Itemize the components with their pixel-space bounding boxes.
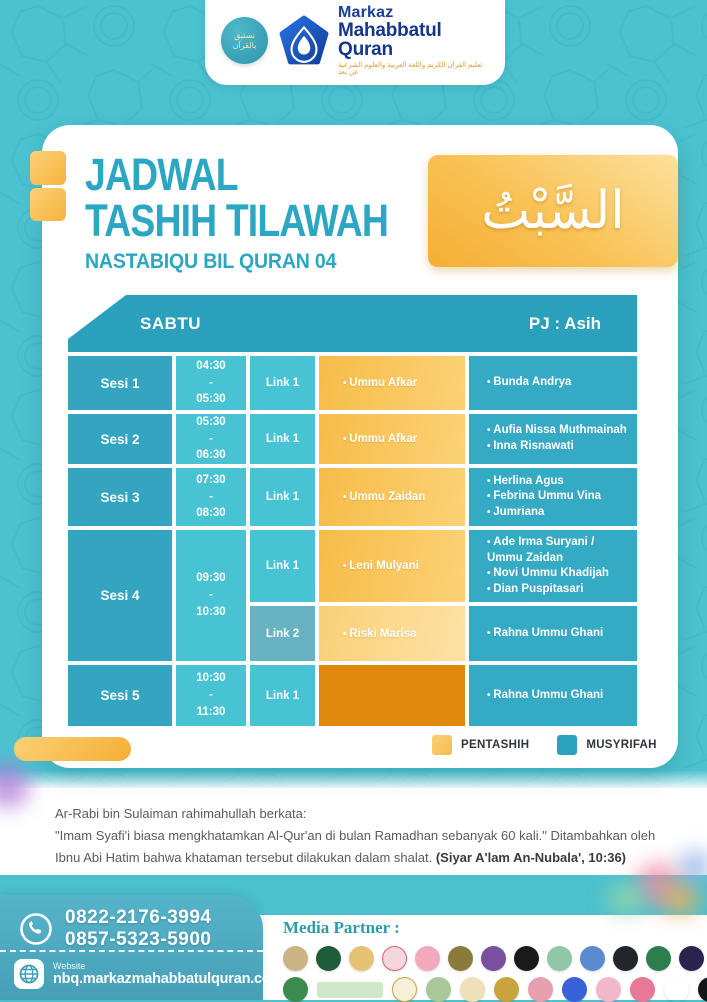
time-start: 07:30 [196,473,226,486]
musyrifah-swatch [557,735,577,755]
partner-logo [562,977,587,1002]
musyrifah-name: • Inna Risnawati [487,439,629,455]
time-range [176,356,246,410]
pentashih-name: • Riski Marisa [343,628,465,640]
pentashih-name: • Ummu Afkar [343,433,465,445]
globe-icon [14,959,44,989]
quote-body: "Imam Syafi'i biasa mengkhatamkan Al-Qur'an di bulan Ramadhan sebanyak 60 kali." Ditambahkan oleh Ibnu Abi Hatim bahwa khataman tersebut dilakukan dalam shalat. [55,828,656,866]
musyrifah-cell [469,530,637,602]
link-label: Link 1 [250,665,315,726]
partner-logo [630,977,655,1002]
day-header-label: SABTU [140,313,202,333]
session-label: Sesi 1 [68,356,172,410]
partner-logos-row-2 [283,977,703,1002]
partner-logo [448,946,473,971]
partner-logo [547,946,572,971]
musyrifah-name: • Jumriana [487,505,629,521]
session-label: Sesi 5 [68,665,172,726]
time-separator: - [209,589,213,602]
musyrifah-name: • Dian Puspitasari [487,582,629,598]
musyrifah-name: • Novi Ummu Khadijah [487,566,629,582]
decor-blob [678,850,707,884]
brand-name-line2: Mahabbatul Quran [338,20,442,60]
time-end: 05:30 [196,393,226,406]
pentashih-cell [319,356,465,410]
website-label: Website [53,961,86,971]
time-end: 11:30 [196,705,226,718]
musyrifah-cell [469,356,637,410]
session-label: Sesi 2 [68,414,172,464]
white-fade [0,770,707,790]
partner-logo [698,977,707,1002]
phone-numbers [65,907,211,951]
musyrifah-name: • Aufia Nissa Muthmainah [487,423,629,439]
legend-pentashih [432,735,529,755]
table-row-sesi-3 [68,468,637,526]
pj-label: PJ : Asih [528,313,601,333]
accent-pill [14,737,131,761]
session-label: Sesi 4 [68,530,172,661]
link-label: Link 2 [250,606,315,661]
legend-pentashih-label: PENTASHIH [461,739,530,751]
musyrifah-name: • Herlina Agus [487,474,629,490]
partner-logo [316,946,341,971]
time-end: 06:30 [196,449,226,462]
legend-musyrifah-label: MUSYRIFAH [586,739,657,751]
partner-logo [494,977,519,1002]
nbq-badge-text-line2: بالقرآن [232,40,257,50]
dashed-divider [0,950,263,952]
musyrifah-name: • Bunda Andrya [487,375,629,391]
time-separator: - [209,490,213,503]
musyrifah-cell [469,606,637,661]
partner-logo [392,977,417,1002]
nbq-badge-text-line1: نستبق [234,31,255,41]
table-row-sesi-1 [68,356,637,410]
time-start: 04:30 [196,359,226,372]
musyrifah-cell [469,468,637,526]
title-line2: TASHIH TILAWAH [85,194,389,246]
media-partner-label: Media Partner : [283,918,400,937]
quote-body-wrap [55,825,661,869]
pentashih-name: • Ummu Afkar [343,377,465,389]
accent-square-2 [30,188,66,221]
partner-logos-row-1 [283,946,703,971]
musyrifah-cell [469,414,637,464]
time-separator: - [209,689,213,702]
nbq-badge-logo [221,17,268,64]
partner-logo [596,977,621,1002]
musyrifah-cell [469,665,637,726]
link-label: Link 1 [250,356,315,410]
partner-logo [426,977,451,1002]
partner-logo [580,946,605,971]
pentashih-cell [319,606,465,661]
quote-source: (Siyar A'lam An-Nubala', 10:36) [435,850,627,866]
whatsapp-icon [18,911,54,947]
pentashih-name: • Ummu Zaidan [343,491,465,503]
time-end: 10:30 [196,605,226,618]
partner-logo [317,982,383,998]
musyrifah-name: • Ade Irma Suryani / Ummu Zaidan [487,535,629,566]
website-url: nbq.markazmahabbatulquran.com [53,971,284,987]
legend [432,735,657,755]
partner-logo [528,977,553,1002]
media-partner-section [283,918,703,1002]
decor-blob [606,884,646,914]
musyrifah-name: • Rahna Ummu Ghani [487,688,629,704]
partner-logo [679,946,704,971]
time-range [176,414,246,464]
partner-logo [460,977,485,1002]
day-badge-arabic [428,155,678,267]
pentashih-swatch [432,735,452,755]
decor-blob [662,880,700,916]
partner-logo [514,946,539,971]
table-row-sesi-5 [68,665,637,726]
time-start: 05:30 [196,416,226,428]
time-separator: - [209,432,213,445]
musyrifah-name: • Febrina Ummu Vina [487,489,629,505]
quote-text [55,803,661,869]
pentashih-cell [319,530,465,602]
phone-number-1: 0822-2176-3994 [65,907,212,928]
partner-logo [415,946,440,971]
partner-logo [481,946,506,971]
table-row-sesi-4 [68,530,637,661]
partner-logo [613,946,638,971]
brand-name-line1: Markaz [338,4,394,21]
contact-panel [0,895,284,1000]
time-range [176,665,246,726]
pentashih-cell [319,414,465,464]
time-end: 08:30 [196,507,226,520]
partner-logo [283,977,308,1002]
partner-logo [664,977,689,1002]
session-label: Sesi 3 [68,468,172,526]
pentashih-cell [319,468,465,526]
link-label: Link 1 [250,414,315,464]
title-line3: NASTABIQU BIL QURAN 04 [85,249,337,273]
partner-logo [349,946,374,971]
phone-number-2: 0857-5323-5900 [65,928,212,950]
title-line1: JADWAL [85,149,238,200]
time-separator: - [209,376,213,389]
pentashih-cell-empty [319,665,465,726]
partner-logo [382,946,407,971]
legend-musyrifah [557,735,656,755]
link-label: Link 1 [250,530,315,602]
table-row-sesi-2 [68,414,637,464]
time-range [176,468,246,526]
link-label: Link 1 [250,468,315,526]
time-start: 09:30 [196,572,226,585]
accent-square-1 [30,151,66,185]
partner-logo [646,946,671,971]
quote-intro: Ar-Rabi bin Sulaiman rahimahullah berkata: [55,806,307,821]
day-badge-text: السَّبْتُ [481,181,625,241]
time-range [176,530,246,661]
schedule-table [68,295,637,730]
time-start: 10:30 [196,672,226,685]
pentashih-name: • Leni Mulyani [343,560,465,572]
table-header [68,295,637,352]
partner-logo [283,946,308,971]
header-diagonal-cut [68,295,126,339]
poster-title [85,149,450,274]
brand-tagline-arabic: تعليم القرآن الكريم واللغة العربية والعلوم الشرعية عن بعد [338,62,483,76]
brand-header-card [205,0,505,85]
musyrifah-name: • Rahna Ummu Ghani [487,626,629,642]
markaz-pentagon-logo [278,15,330,67]
